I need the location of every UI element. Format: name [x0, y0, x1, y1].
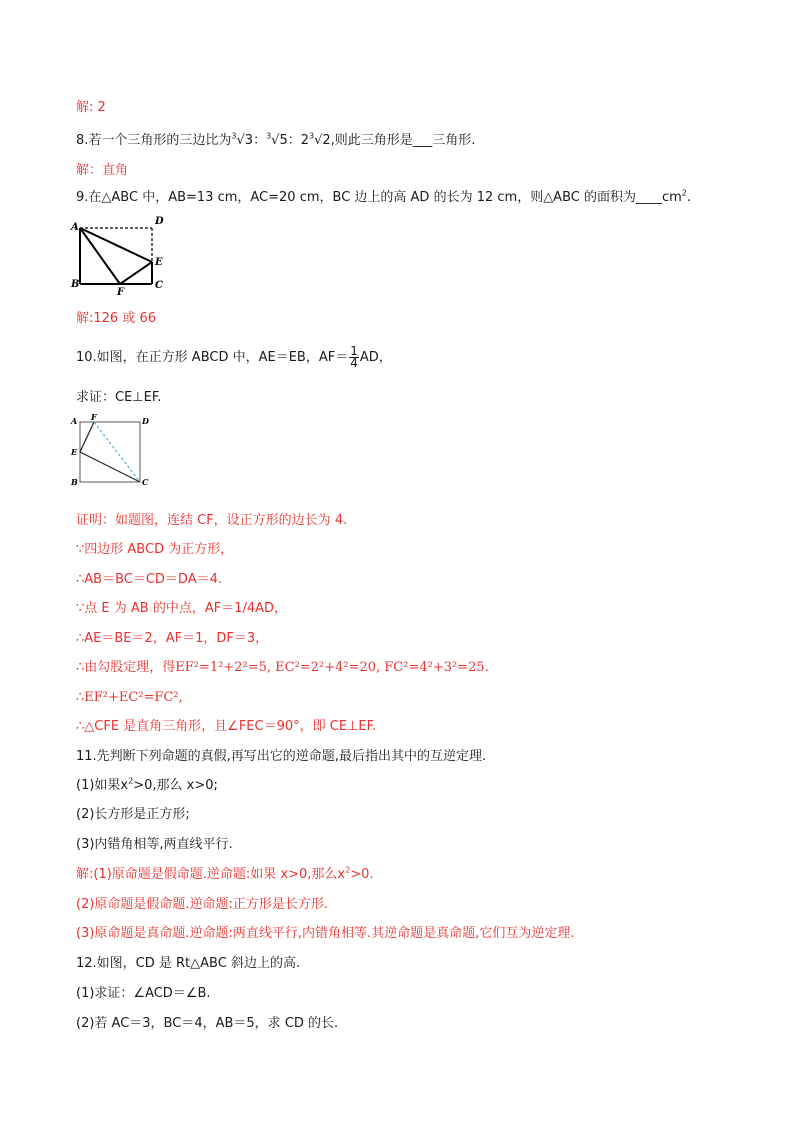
- question-11-part-1: [76, 777, 218, 795]
- figure-10-diagram: [68, 412, 152, 488]
- point-label-b: B: [71, 279, 80, 290]
- question-8: [76, 132, 475, 150]
- fraction-numerator: 1: [350, 344, 358, 358]
- point-label-c: C: [155, 280, 163, 291]
- s11-1-superscript: 2: [345, 865, 351, 875]
- q9-text: 9.在△ABC 中，AB=13 cm，AC=20 cm，BC 边上的高 AD 的长为 12 cm，则△ABC 的面积为____cm: [76, 190, 682, 205]
- proof-line-7: [76, 689, 183, 707]
- segment-ae: [80, 228, 152, 262]
- point-label-f: F: [91, 412, 97, 422]
- point-label-a: A: [71, 222, 79, 233]
- question-11-part-2: (2)长方形是正方形;: [76, 807, 190, 822]
- point-label-e: E: [155, 257, 163, 268]
- q8-radical-2: √5: [271, 133, 288, 148]
- s11-1-pre: 解:(1)原命题是假命题.逆命题:如果 x>0,那么x: [76, 867, 346, 882]
- proof-line-8: ∴△CFE 是直角三角形，且∠FEC＝90°，即 CE⊥EF.: [76, 719, 377, 734]
- question-12-part-2: (2)若 AC＝3，BC＝4，AB＝5，求 CD 的长.: [76, 1016, 339, 1031]
- q8-text-pre: 8.若一个三角形的三边比为: [76, 133, 232, 148]
- point-label-d: D: [155, 216, 164, 227]
- sum-formula: EF²+EC²=FC²,: [84, 690, 183, 705]
- q11-1-superscript: 2: [128, 776, 134, 786]
- root-index: 3: [309, 131, 315, 141]
- question-9: [76, 189, 691, 207]
- segment-cf-dashed: [94, 422, 140, 482]
- question-11-part-3: (3)内错角相等,两直线平行.: [76, 837, 233, 852]
- point-label-c: C: [142, 477, 149, 487]
- question-10-prove: 求证：CE⊥EF.: [76, 390, 162, 405]
- question-12: 12.如图，CD 是 Rt△ABC 斜边上的高.: [76, 956, 301, 971]
- q10-text-post: AD，: [359, 350, 392, 365]
- point-label-d: D: [142, 416, 149, 426]
- proof-line-6: [76, 659, 489, 677]
- solution-8: 解：直角: [76, 163, 129, 178]
- proof-line-5: ∴AE＝BE＝2，AF＝1，DF＝3，: [76, 631, 269, 646]
- q10-text-pre: 10.如图，在正方形 ABCD 中，AE＝EB，AF＝: [76, 350, 349, 365]
- point-label-f: F: [117, 287, 125, 296]
- fraction-denominator: 4: [350, 356, 358, 370]
- question-10: [76, 345, 392, 371]
- question-11: 11.先判断下列命题的真假,再写出它的逆命题,最后指出其中的互逆定理.: [76, 749, 487, 764]
- q11-1-pre: (1)如果x: [76, 778, 129, 793]
- solution-11-part-3: (3)原命题是真命题.逆命题:两直线平行,内错角相等.其逆命题是真命题,它们互为逆定理.: [76, 926, 575, 941]
- q8-separator-2: ：2: [287, 133, 310, 148]
- point-label-a: A: [71, 416, 78, 426]
- solution-9: 解:126 或 66: [76, 311, 156, 326]
- segment-fe: [120, 262, 152, 284]
- q8-radical-3: √2: [314, 133, 331, 148]
- q8-text-post: ,则此三角形是___三角形.: [330, 133, 476, 148]
- proof-line-4: ∵点 E 为 AB 的中点，AF＝1/4AD，: [76, 601, 288, 616]
- proof-line-1: 证明：如题图，连结 CF，设正方形的边长为 4.: [76, 513, 348, 528]
- question-12-part-1: (1)求证：∠ACD＝∠B.: [76, 986, 211, 1001]
- figure-9-diagram: [68, 214, 168, 296]
- root-index: 3: [231, 131, 237, 141]
- solution-11-part-1: [76, 866, 374, 884]
- proof-line-2: ∵四边形 ABCD 为正方形，: [76, 542, 234, 557]
- segment-ec: [80, 452, 140, 482]
- q9-period: .: [686, 190, 692, 205]
- q11-1-post: >0,那么 x>0;: [133, 778, 218, 793]
- point-label-e: E: [71, 447, 78, 457]
- solution-7: 解: 2: [76, 100, 106, 115]
- point-label-b: B: [71, 477, 78, 487]
- s11-1-post: >0.: [350, 867, 374, 882]
- square-abcd: [80, 422, 140, 482]
- proof-line-6-text: ∴由勾股定理，得: [76, 660, 176, 675]
- q8-radical-1: √3: [236, 133, 254, 148]
- therefore-symbol: ∴: [76, 690, 85, 705]
- pythagorean-formula: EF²=1²+2²=5, EC²=2²+4²=20, FC²=4²+3²=25.: [175, 660, 489, 675]
- proof-line-3: ∴AB＝BC＝CD＝DA＝4.: [76, 572, 223, 587]
- fraction-one-quarter: [349, 346, 359, 369]
- root-index: 3: [266, 131, 272, 141]
- q9-unit-superscript: 2: [681, 188, 687, 198]
- q8-separator-1: ：: [253, 133, 267, 148]
- solution-11-part-2: (2)原命题是假命题.逆命题:正方形是长方形.: [76, 897, 329, 912]
- segment-ef: [80, 422, 94, 452]
